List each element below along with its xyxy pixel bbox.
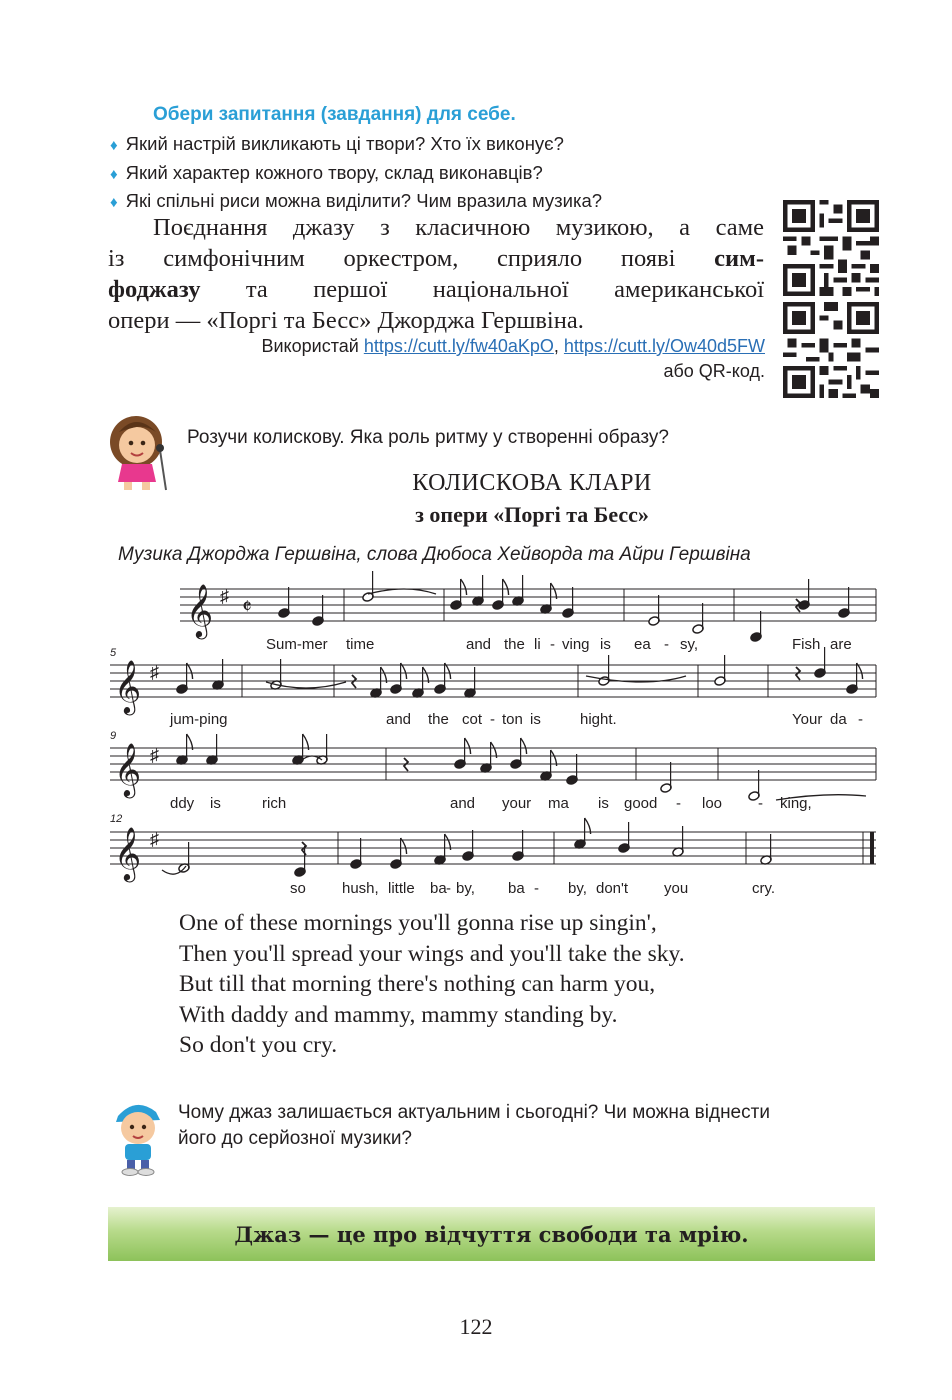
lyric: loo [702, 795, 723, 812]
question-item: ♦ Який настрій викликають ці твори? Хто їх виконує? [110, 133, 564, 154]
lyric: and [386, 711, 412, 728]
lyric: is [530, 711, 541, 728]
summary-banner: Джаз — це про відчуття свободи та мрію. [108, 1207, 875, 1261]
sheet-music [106, 570, 882, 900]
lyric: ba [430, 880, 447, 897]
link-1[interactable]: https://cutt.ly/fw40aKpO [363, 336, 554, 356]
lyric: by, [456, 880, 475, 897]
lyric: jum-ping [170, 711, 228, 728]
treble-clef-icon: 𝄞 [114, 660, 142, 712]
lyric: by, [568, 880, 587, 897]
lyric: ton [502, 711, 523, 728]
lyric: rich [262, 795, 287, 812]
english-lyrics: One of these mornings you'll gonna rise up singin', Then you'll spread your wings and you'll take the sky. But till that morning there's nothing can harm you, With daddy and mammy, mammy standing by. So don't you cry. [179, 910, 685, 1058]
treble-clef-icon: 𝄞 [114, 743, 142, 795]
svg-text:♯: ♯ [150, 745, 159, 765]
lyric: Sum-mer [266, 636, 328, 653]
lyric: ba [508, 880, 525, 897]
lyric: - [490, 711, 495, 728]
questions-heading: Обери запитання (завдання) для себе. [153, 104, 516, 125]
qr-code-icon[interactable] [783, 200, 879, 296]
lyric: the [504, 636, 525, 653]
lyric: king, [780, 795, 812, 812]
lyric: - [664, 636, 669, 653]
prompt-learn-lullaby: Розучи колискову. Яка роль ритму у створенні образу? [187, 427, 669, 448]
lyric: and [466, 636, 492, 653]
note [521, 738, 527, 754]
song-authors: Музика Джорджа Гершвіна, слова Дюбоса Хейворда та Айри Гершвіна [118, 544, 751, 565]
lyric: and [450, 795, 476, 812]
qr-code-icon[interactable] [783, 302, 879, 398]
diamond-bullet-icon: ♦ [110, 166, 118, 183]
lyric: - [550, 636, 555, 653]
boy-thinking-icon [108, 1098, 168, 1176]
song-subtitle: з опери «Поргі та Бесс» [415, 502, 649, 527]
svg-text:𝄵: 𝄵 [242, 594, 252, 619]
lyric: ving [562, 636, 590, 653]
svg-text:♯: ♯ [220, 586, 229, 606]
lyric: the [428, 711, 449, 728]
lyric: don't [596, 880, 629, 897]
lyric: - [858, 711, 863, 728]
diamond-bullet-icon: ♦ [110, 194, 118, 211]
treble-clef-icon: 𝄞 [186, 584, 214, 636]
svg-text:♯: ♯ [150, 662, 159, 682]
lyric: da [830, 711, 847, 728]
lyric: cry. [752, 880, 776, 897]
lyric: hight. [580, 711, 617, 728]
song-title: КОЛИСКОВА КЛАРИ [412, 470, 652, 496]
question-item: ♦ Які спільні риси можна виділити? Чим вразила музика? [110, 190, 603, 211]
lyric: is [210, 795, 221, 812]
lyric: your [502, 795, 532, 812]
lyric: cot [462, 711, 483, 728]
lyric: - [446, 880, 451, 897]
lyric: Your [792, 711, 823, 728]
link-2[interactable]: https://cutt.ly/Ow40d5FW [563, 336, 765, 356]
lyric: good [624, 795, 658, 812]
note [503, 579, 509, 595]
lyric: Fish [792, 636, 821, 653]
treble-clef-icon: 𝄞 [114, 827, 142, 879]
lyric: li [534, 636, 541, 653]
lyric: ea [634, 636, 651, 653]
measure-number: 5 [110, 647, 117, 659]
page-number: 122 [459, 1314, 493, 1339]
svg-text:♯: ♯ [150, 829, 159, 849]
lyric: is [600, 636, 611, 653]
diamond-bullet-icon: ♦ [110, 137, 118, 154]
lyric: time [346, 636, 375, 653]
lyric: sy, [680, 636, 699, 653]
lyric: - [534, 880, 539, 897]
note [465, 738, 471, 754]
prompt-jazz-relevance: Чому джаз залишається актуальним і сьогодні? Чи можна віднести його до серйозної музики? [178, 1102, 770, 1149]
note [461, 579, 467, 595]
question-item: ♦ Який характер кожного твору, склад виконавців? [110, 162, 543, 183]
lyric: ddy [170, 795, 195, 812]
lyric: - [676, 795, 681, 812]
lyric: so [290, 880, 306, 897]
lyric: ma [548, 795, 569, 812]
lyric: hush, [342, 880, 379, 897]
lyric: is [598, 795, 609, 812]
lyric: little [388, 880, 415, 897]
use-links: Використай https://cutt.ly/fw40aKpO, https://cutt.ly/Ow40d5FW або QR-код. [261, 336, 765, 381]
lyric: you [664, 880, 689, 897]
measure-number: 12 [110, 813, 123, 825]
intro-paragraph: Поєднання джазу з класичною музикою, а саме із симфонічним оркестром, сприяло появі сим- фоджазу та першої національної американської опери — «Поргі та Бесс» Джорджа Гершвіна. [108, 214, 764, 334]
lyric: - [758, 795, 763, 812]
lyric: are [830, 636, 852, 653]
measure-number: 9 [110, 730, 117, 742]
